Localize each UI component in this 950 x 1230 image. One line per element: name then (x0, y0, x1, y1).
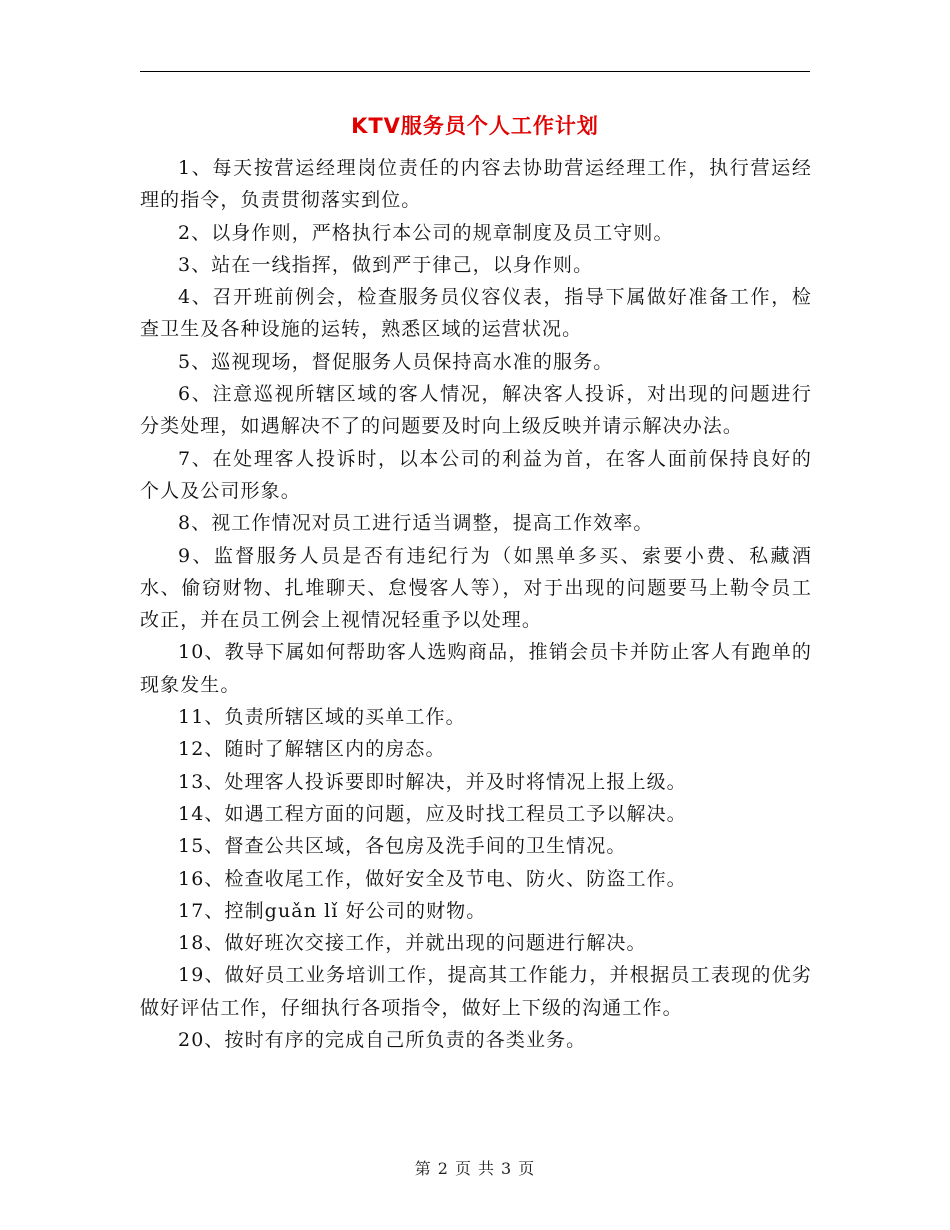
paragraph-12: 12、随时了解辖区内的房态。 (178, 738, 446, 761)
paragraph-16: 16、检查收尾工作，做好安全及节电、防火、防盗工作。 (178, 867, 687, 890)
paragraph-4: 4、召开班前例会，检查服务员仪容仪表，指导下属做好准备工作，检查卫生及各种设施的运转，熟悉区域的运营状况。 (140, 286, 812, 341)
paragraph-7: 7、在处理客人投诉时，以本公司的利益为首，在客人面前保持良好的个人及公司形象。 (140, 447, 812, 502)
paragraph-13: 13、处理客人投诉要即时解决，并及时将情况上报上级。 (178, 770, 687, 793)
paragraph-8: 8、视工作情况对员工进行适当调整，提高工作效率。 (178, 512, 654, 535)
page-footer (0, 1156, 950, 1179)
paragraph-1: 1、每天按营运经理岗位责任的内容去协助营运经理工作，执行营运经理的指令，负责贯彻落实到位。 (140, 157, 812, 212)
paragraph-10: 10、教导下属如何帮助客人选购商品，推销会员卡并防止客人有跑单的现象发生。 (140, 641, 812, 696)
header-rule (140, 71, 810, 72)
paragraph-15: 15、督查公共区域，各包房及洗手间的卫生情况。 (178, 835, 627, 858)
footer-suffix: 页 (518, 1159, 536, 1178)
paragraph-5: 5、巡视现场，督促服务人员保持高水准的服务。 (178, 350, 614, 373)
paragraph-19: 19、做好员工业务培训工作，提高其工作能力，并根据员工表现的优劣做好评估工作，仔细执行各项指令，做好上下级的沟通工作。 (140, 964, 812, 1019)
paragraph-20: 20、按时有序的完成自己所负责的各类业务。 (178, 1029, 587, 1052)
paragraph-14: 14、如遇工程方面的问题，应及时找工程员工予以解决。 (178, 802, 687, 825)
paragraph-17: 17、控制guǎn lǐ 好公司的财物。 (178, 899, 487, 922)
paragraph-6: 6、注意巡视所辖区域的客人情况，解决客人投诉，对出现的问题进行分类处理，如遇解决不了的问题要及时向上级反映并请示解决办法。 (140, 383, 812, 438)
document-title: KTV服务员个人工作计划 (351, 114, 599, 138)
footer-page-current: 2 (437, 1159, 449, 1178)
footer-prefix: 第 (414, 1159, 432, 1178)
document-body (140, 152, 812, 1056)
footer-page-total: 3 (501, 1159, 513, 1178)
paragraph-2: 2、以身作则，严格执行本公司的规章制度及员工守则。 (178, 221, 674, 244)
paragraph-18: 18、做好班次交接工作，并就出现的问题进行解决。 (178, 932, 647, 955)
footer-middle: 页 共 (454, 1159, 496, 1178)
paragraph-3: 3、站在一线指挥，做到严于律己，以身作则。 (178, 253, 594, 276)
paragraph-11: 11、负责所辖区域的买单工作。 (178, 706, 466, 729)
paragraph-9: 9、监督服务人员是否有违纪行为（如黑单多买、索要小费、私藏酒水、偷窃财物、扎堆聊天、怠慢客人等），对于出现的问题要马上勒令员工改正，并在员工例会上视情况轻重予以处理。 (140, 544, 812, 632)
